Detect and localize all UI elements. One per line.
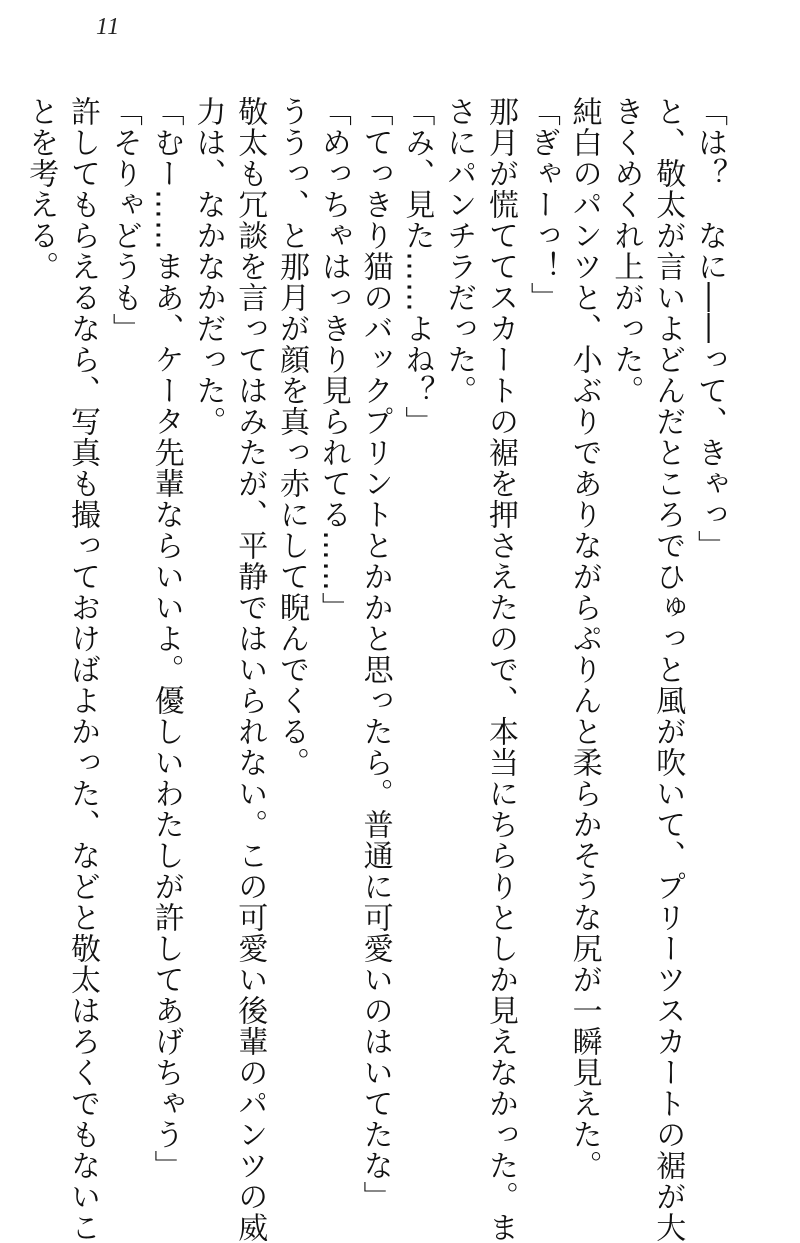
text-line: 「めっちゃはっきり見られてる……」: [315, 96, 351, 623]
text-line: 「むー……まあ、ケータ先輩ならいいよ。優しいわたしが許してあげちゃう」: [148, 96, 184, 1181]
vertical-text-body: [19, 96, 730, 1243]
text-line: ううっ、と那月が顔を真っ赤にして睨んでくる。: [274, 96, 310, 778]
text-line: 那月が慌ててスカートの裾を押さえたので、本当にちらりとしか見えなかった。ま: [483, 96, 519, 1243]
text-line: 「そりゃどうも」: [106, 96, 142, 344]
text-line: とを考える。: [23, 96, 59, 282]
text-line: 「てっきり猫のバックプリントとかかと思ったら。普通に可愛いのはいてたな」: [357, 96, 393, 1212]
text-line: 敬太も冗談を言ってはみたが、平静ではいられない。この可愛い後輩のパンツの威: [232, 96, 268, 1243]
text-line: と、敬太が言いよどんだところでひゅっと風が吹いて、プリーツスカートの裾が大: [650, 96, 686, 1243]
text-line: 力は、なかなかだった。: [190, 96, 226, 437]
page-number: 11: [96, 14, 121, 40]
text-line: 純白のパンツと、小ぶりでありながらぷりんと柔らかそうな尻が一瞬見えた。: [566, 96, 602, 1181]
text-line: さにパンチラだった。: [441, 96, 477, 406]
text-line: きくめくれ上がった。: [608, 96, 644, 406]
text-line: 「ぎゃーっ！」: [524, 96, 560, 313]
text-line: 「み、見た……よね？」: [399, 96, 435, 437]
text-line: 許してもらえるなら、写真も撮っておけばよかった、などと敬太はろくでもないこ: [65, 96, 101, 1243]
text-line: 「は？ なに――って、きゃっ」: [692, 96, 727, 561]
